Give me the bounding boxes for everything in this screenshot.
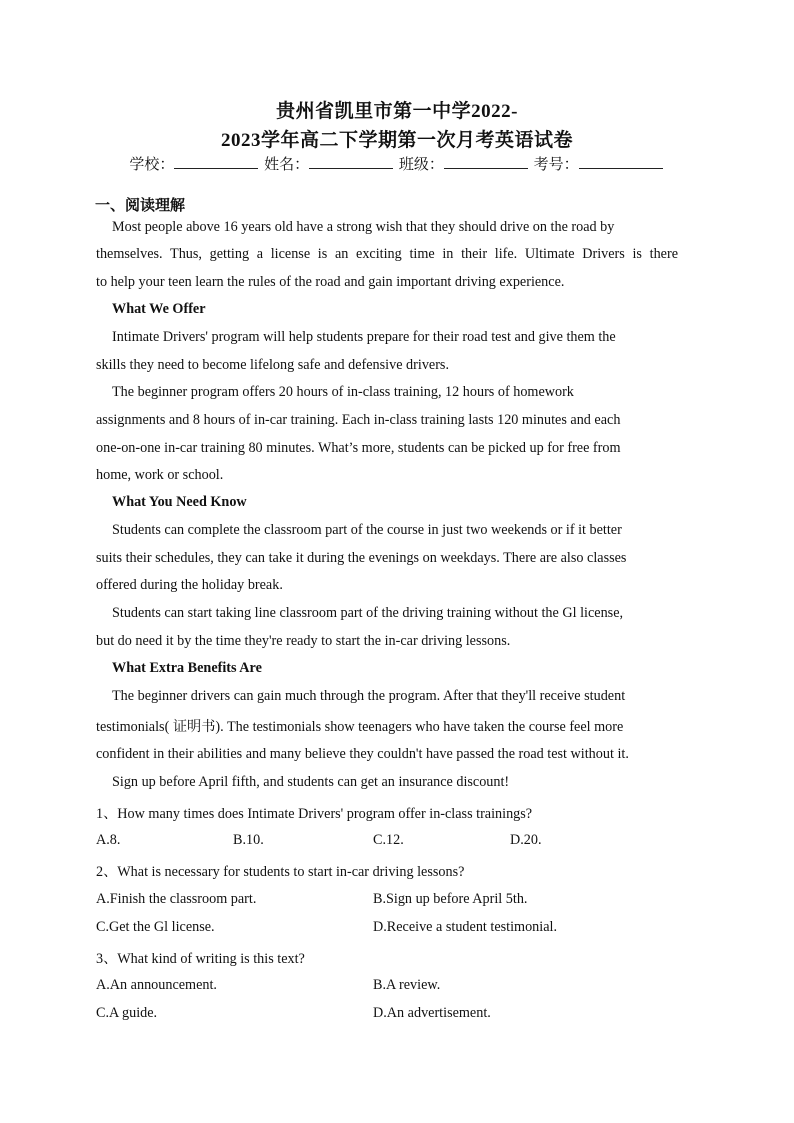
passage-line: assignments and 8 hours of in-car training. Each in-class training lasts 120 minutes and each bbox=[96, 412, 621, 428]
number-blank[interactable] bbox=[579, 154, 663, 169]
passage-subheading: What We Offer bbox=[112, 301, 206, 317]
answer-option[interactable]: B.A review. bbox=[373, 977, 441, 993]
passage-line: home, work or school. bbox=[96, 467, 224, 483]
student-info-row bbox=[0, 153, 794, 174]
passage-line: one-on-one in-car training 80 minutes. What’s more, students can be picked up for free from bbox=[96, 440, 621, 456]
passage-line: Intimate Drivers' program will help students prepare for their road test and give them the bbox=[112, 329, 616, 345]
answer-option[interactable]: D.An advertisement. bbox=[373, 1005, 491, 1021]
class-label: 班级： bbox=[398, 157, 444, 173]
answer-option[interactable]: A.8. bbox=[96, 832, 121, 848]
number-label: 考号： bbox=[533, 157, 579, 173]
passage-line: confident in their abilities and many believe they couldn't have passed the road test without it. bbox=[96, 746, 629, 762]
passage-line: skills they need to become lifelong safe and defensive drivers. bbox=[96, 357, 449, 373]
name-blank[interactable] bbox=[309, 154, 393, 169]
passage-line: Most people above 16 years old have a strong wish that they should drive on the road by bbox=[112, 219, 615, 235]
answer-option[interactable]: B.10. bbox=[233, 832, 264, 848]
passage-line: The beginner drivers can gain much through the program. After that they'll receive student bbox=[112, 688, 626, 704]
school-label: 学校： bbox=[129, 157, 175, 173]
passage-line: offered during the holiday break. bbox=[96, 577, 283, 593]
passage-line: to help your teen learn the rules of the road and gain important driving experience. bbox=[96, 274, 565, 290]
passage-line: but do need it by the time they're ready to start the in-car driving lessons. bbox=[96, 633, 511, 649]
question-stem: 3、What kind of writing is this text? bbox=[96, 951, 305, 967]
answer-option[interactable]: B.Sign up before April 5th. bbox=[373, 891, 528, 907]
answer-option[interactable]: D.20. bbox=[510, 832, 542, 848]
passage-subheading: What Extra Benefits Are bbox=[112, 660, 262, 676]
passage-subheading: What You Need Know bbox=[112, 494, 247, 510]
section-title: 一、阅读理解 bbox=[95, 198, 186, 214]
passage-line: Sign up before April fifth, and students can get an insurance discount! bbox=[112, 774, 510, 790]
answer-option[interactable]: C.12. bbox=[373, 832, 404, 848]
answer-option[interactable]: A.An announcement. bbox=[96, 977, 217, 993]
exam-title-line-2: 2023学年高二下学期第一次月考英语试卷 bbox=[220, 130, 573, 151]
answer-option[interactable]: C.A guide. bbox=[96, 1005, 158, 1021]
school-blank[interactable] bbox=[174, 154, 258, 169]
class-blank[interactable] bbox=[444, 154, 528, 169]
passage-line: Students can start taking line classroom part of the driving training without the Gl license, bbox=[112, 605, 624, 621]
answer-option[interactable]: C.Get the Gl license. bbox=[96, 919, 215, 935]
passage-line: testimonials( 证明书). The testimonials show teenagers who have taken the course feel more bbox=[96, 719, 624, 735]
passage-line: suits their schedules, they can take it during the evenings on weekdays. There are also classes bbox=[96, 550, 627, 566]
question-stem: 2、What is necessary for students to start in-car driving lessons? bbox=[96, 864, 465, 880]
passage-line: Students can complete the classroom part of the course in just two weekends or if it better bbox=[112, 522, 622, 538]
exam-title-line-1: 贵州省凯里市第一中学2022- bbox=[276, 101, 518, 122]
answer-option[interactable]: D.Receive a student testimonial. bbox=[373, 919, 557, 935]
passage-line: The beginner program offers 20 hours of in-class training, 12 hours of homework bbox=[112, 384, 574, 400]
question-stem: 1、How many times does Intimate Drivers' program offer in-class trainings? bbox=[96, 806, 533, 822]
name-label: 姓名： bbox=[264, 157, 310, 173]
answer-option[interactable]: A.Finish the classroom part. bbox=[96, 891, 257, 907]
passage-line: themselves. Thus, getting a license is an exciting time in their life. Ultimate Drivers is there bbox=[96, 246, 678, 262]
